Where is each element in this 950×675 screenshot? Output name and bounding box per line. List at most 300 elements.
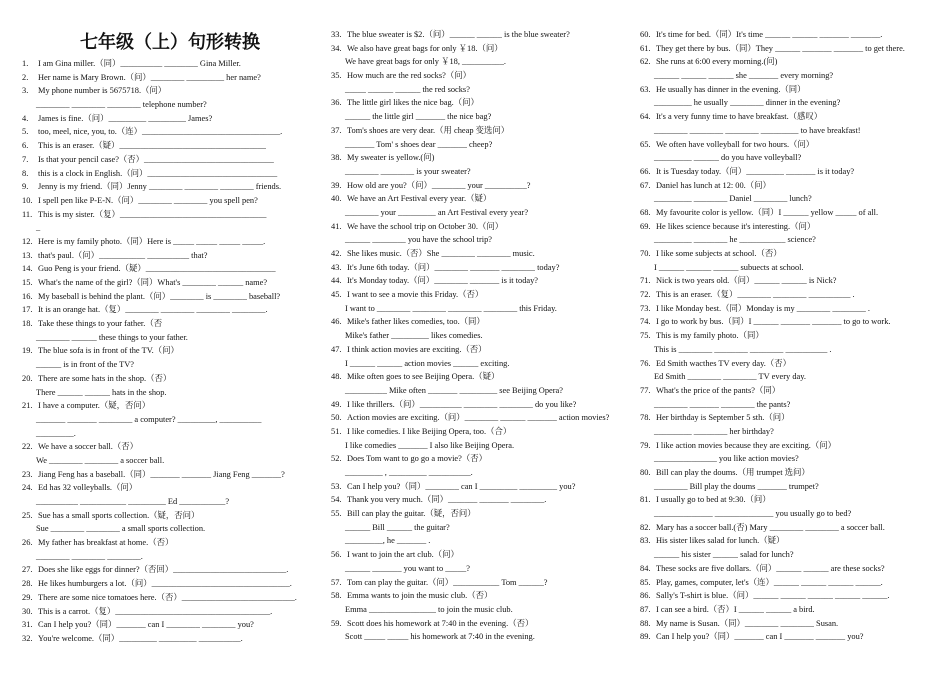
question-line [640, 96, 940, 110]
question-text: ________ ______ these things to your father. [36, 332, 188, 342]
question-line [331, 398, 629, 412]
question-line [331, 110, 629, 124]
question-line [331, 562, 629, 576]
question-line [331, 507, 629, 521]
question-line [22, 235, 318, 249]
question-text: _________, he _______ . [345, 536, 431, 546]
question-text: The blue sofa is in front of the TV.（问） [38, 346, 179, 356]
question-number: 21. [22, 401, 33, 411]
question-line [640, 179, 940, 193]
question-number: 54. [331, 495, 342, 505]
question-line [640, 288, 940, 302]
question-number: 66. [640, 166, 651, 176]
question-text: Play, games, computer, let's（连）______ ______ ______ ______. [656, 577, 883, 587]
question-line [640, 220, 940, 234]
question-text: It's Monday today.（问）________ _______ is it today? [347, 276, 539, 286]
question-line [331, 42, 629, 56]
question-text: Mike's father _________ likes comedies. [345, 331, 483, 341]
question-number: 44. [331, 276, 342, 286]
question-text: What's the price of the pants?（同） [656, 385, 781, 395]
question-text: I want to see a movie this Friday.（否） [347, 290, 484, 300]
question-text: ______ ________ you have the school trip? [345, 235, 493, 245]
question-line [331, 425, 629, 439]
question-text: Bill can play the doums.（用 trumpet 选问） [656, 468, 810, 477]
question-line [331, 315, 629, 329]
question-line [22, 317, 318, 331]
question-number: 12. [22, 236, 33, 246]
question-text: He likes humburgers a lot.（问）_________________________________. [38, 579, 292, 589]
question-text: We often have volleyball for two hours.（问） [656, 139, 815, 149]
question-line [331, 466, 629, 480]
question-text: Scott _____ _____ his homework at 7:40 in the evening. [345, 632, 535, 642]
question-line [22, 454, 318, 468]
question-number: 72. [640, 290, 651, 300]
question-number: 29. [22, 592, 33, 602]
question-text: We ________ ________ a soccer ball. [36, 455, 165, 465]
question-text: My baseball is behind the plant.（问）________ is ________ baseball? [38, 291, 281, 301]
question-text: _______ _______ ________ a computer? _________, __________ [36, 414, 262, 424]
question-number: 70. [640, 249, 651, 258]
question-text: Sue ________ ________ a small sports collection. [36, 524, 206, 534]
question-line [22, 536, 318, 550]
question-line [22, 194, 318, 208]
question-line [640, 439, 940, 453]
question-text: I ______ ______ action movies ______ exciting. [345, 358, 510, 368]
question-line [331, 233, 629, 247]
question-text: There are some hats in the shop.（否） [38, 373, 172, 383]
question-text: I spell pen like P-E-N.（问）________ ________ you spell pen? [38, 195, 258, 205]
question-line [640, 562, 940, 576]
question-line [331, 274, 629, 288]
question-number: 42. [331, 249, 342, 258]
question-number: 3. [22, 86, 29, 96]
question-line [640, 466, 940, 480]
question-text: There ______ ______ hats in the shop. [36, 387, 167, 397]
question-line [640, 398, 940, 412]
question-line [22, 481, 318, 495]
question-text: _________ he usually ________ dinner in the evening? [654, 98, 841, 108]
question-line [331, 617, 629, 631]
question-number: 19. [22, 346, 33, 356]
question-number: 58. [331, 591, 342, 601]
question-line [331, 124, 629, 138]
question-line [22, 468, 318, 482]
question-line [331, 302, 629, 316]
question-number: 84. [640, 563, 651, 573]
question-number: 46. [331, 317, 342, 327]
question-line [22, 331, 318, 345]
question-text: This is a carrot.（复）_____________________________________. [38, 606, 273, 616]
question-line [22, 577, 318, 591]
question-text: She likes music.（否）She ________ ________ music. [347, 249, 535, 258]
question-text: He usually has dinner in the evening.（同） [656, 84, 806, 94]
question-line [22, 413, 318, 427]
question-text: Scott does his homework at 7:40 in the evening.（否） [347, 618, 534, 628]
question-text: _______________ you like action movies? [654, 454, 799, 464]
question-text: _________ ________ Daniel ________ lunch? [654, 194, 812, 204]
question-number: 15. [22, 278, 33, 287]
question-line [640, 507, 940, 521]
question-line [331, 192, 629, 206]
question-text: We have great bags for only ￥18, __________. [345, 57, 506, 67]
question-line [22, 57, 318, 71]
question-text: __________ ___________ _________ Ed ___________? [36, 497, 230, 506]
question-line [22, 125, 318, 139]
question-line [22, 344, 318, 358]
question-line [22, 427, 318, 441]
question-number: 17. [22, 305, 33, 315]
question-text: ________ ________ is your sweater? [345, 166, 471, 176]
question-text: Sally's T-shirt is blue.（问）______ ______ ______ ______ ______. [656, 591, 890, 601]
question-text: Guo Peng is your friend.（疑）_______________________________ [38, 264, 276, 274]
question-line [640, 124, 940, 138]
question-line [640, 603, 940, 617]
question-line [22, 550, 318, 564]
question-text: I like action movies because they are exciting.（问） [656, 440, 837, 450]
question-line [22, 303, 318, 317]
question-number: 89. [640, 632, 651, 642]
question-text: Sue has a small sports collection.（疑，否问） [38, 510, 200, 520]
question-line [640, 589, 940, 603]
question-number: 77. [640, 385, 651, 395]
question-line [22, 440, 318, 454]
question-text: I like some subjects at school.（否） [656, 249, 782, 258]
question-text: ______ is in front of the TV? [36, 360, 135, 370]
question-line [22, 495, 318, 509]
question-text: _________ , _________ __________. [345, 468, 473, 477]
question-text: Daniel has lunch at 12: 00.（问） [656, 180, 771, 190]
question-text: ______ _______ you want to _____? [345, 563, 470, 573]
question-number: 88. [640, 618, 651, 628]
question-number: 79. [640, 440, 651, 450]
question-line [22, 358, 318, 372]
question-text: We have an Art Festival every year.（疑） [347, 194, 492, 204]
question-number: 59. [331, 618, 342, 628]
question-text: How much are the red socks?（问） [347, 71, 471, 81]
question-number: 57. [331, 577, 342, 587]
question-line [22, 386, 318, 400]
question-line [331, 28, 629, 42]
question-number: 20. [22, 373, 33, 383]
question-text: We have a soccer ball.（否） [38, 442, 139, 452]
question-text: _________. [36, 428, 76, 438]
question-text: ________ _______ ________ the pants? [654, 399, 791, 409]
question-line [22, 372, 318, 386]
question-number: 75. [640, 331, 651, 341]
question-text: It's a very funny time to have breakfast.（感叹） [656, 112, 823, 122]
question-line [22, 618, 318, 632]
question-text: This is my family photo.（同） [656, 331, 764, 341]
question-line [640, 411, 940, 425]
question-text: Is that your pencil case?（否）_______________________________ [38, 154, 274, 164]
question-number: 78. [640, 413, 651, 423]
question-text: His sister likes salad for lunch.（疑） [656, 536, 785, 546]
question-text: Tom's shoes are very dear.（用 cheap 变选问） [347, 125, 510, 135]
question-line [331, 548, 629, 562]
question-number: 11. [22, 209, 33, 219]
question-text: Does Tom want to go go a movie?（否） [347, 454, 487, 464]
column-middle [331, 0, 629, 644]
question-number: 8. [22, 168, 29, 178]
question-line [331, 589, 629, 603]
question-text: ________ Bill play the doums _______ trumpet? [654, 481, 819, 491]
question-text: that's paul.（问）___________ __________ that? [38, 250, 208, 260]
question-text: My sweater is yellow.(问) [347, 153, 435, 163]
question-text: ________ ________ ________ telephone number? [36, 100, 207, 110]
question-text: These socks are five dollars.（问）______ ______ are these socks? [656, 563, 885, 573]
question-line [331, 411, 629, 425]
question-text: Tom can play the guitar.（问）___________ Tom ______? [347, 577, 548, 587]
question-line [640, 521, 940, 535]
question-text: Jenny is my friend.（同）Jenny ________ ________ ________ friends. [38, 182, 282, 192]
question-text: Can I help you?（同）________ can I _________ _________ you? [347, 481, 576, 491]
question-text: _________ ________ he ___________ science? [654, 235, 816, 245]
question-number: 25. [22, 510, 33, 520]
question-line [640, 83, 940, 97]
question-line [331, 370, 629, 384]
question-text: There are some nice tomatoes here.（否）___________________________. [38, 592, 297, 602]
question-number: 55. [331, 509, 342, 519]
column-right [640, 0, 940, 644]
question-number: 23. [22, 469, 33, 479]
question-number: 1. [22, 59, 29, 68]
question-list-middle [331, 28, 629, 644]
question-text: __________ Mike often _______ _________ see Beijing Opera? [345, 385, 563, 395]
question-line [22, 632, 318, 646]
question-text: Action movies are exciting.（问）________ ______ _______ action movies? [347, 413, 610, 423]
question-line [640, 617, 940, 631]
question-line [640, 165, 940, 179]
question-line [22, 221, 318, 235]
question-line [640, 247, 940, 261]
question-text: It is Tuesday today.（问）_________ _______ is it today? [656, 166, 855, 176]
question-number: 36. [331, 98, 342, 108]
question-line [331, 603, 629, 617]
question-number: 5. [22, 127, 29, 137]
question-text: I like comedies _______ I also like Beijing Opera. [345, 440, 515, 450]
question-line [22, 208, 318, 222]
question-number: 73. [640, 303, 651, 313]
question-number: 47. [331, 344, 342, 354]
question-line [22, 139, 318, 153]
question-line [640, 548, 940, 562]
question-number: 50. [331, 413, 342, 423]
question-text: They get there by bus.（同）They ______ _______ _______ to get there. [656, 43, 905, 53]
question-line [22, 262, 318, 276]
question-text: I think action movies are exciting.（否） [347, 344, 487, 354]
question-line [331, 534, 629, 548]
question-line [331, 261, 629, 275]
question-text: James is fine.（问）_________ _________ James? [38, 113, 213, 123]
question-number: 27. [22, 565, 33, 575]
question-number: 7. [22, 154, 29, 164]
question-line [640, 343, 940, 357]
question-line [331, 357, 629, 371]
question-text: Ed Smith wacthes TV every day.（否） [656, 358, 791, 368]
question-text: I want to join the art club.（问） [347, 550, 459, 560]
question-number: 18. [22, 319, 33, 329]
question-text: ______ his sister ______ salad for lunch? [654, 550, 794, 560]
question-line [331, 247, 629, 261]
question-number: 61. [640, 43, 651, 53]
question-number: 41. [331, 221, 342, 231]
question-line [331, 384, 629, 398]
question-line [331, 138, 629, 152]
question-line [331, 343, 629, 357]
question-line [331, 179, 629, 193]
question-text: Emma ________________ to join the music club. [345, 604, 513, 614]
question-text: I ______ ______ ______ subuects at school. [654, 262, 804, 272]
question-line [22, 276, 318, 290]
question-text: _________ ______ do you have volleyball? [654, 153, 802, 163]
question-number: 34. [331, 43, 342, 53]
question-number: 74. [640, 317, 651, 327]
question-line [22, 112, 318, 126]
question-line [331, 480, 629, 494]
question-text: Does she like eggs for dinner?（否回）___________________________. [38, 565, 289, 575]
question-number: 85. [640, 577, 651, 587]
question-number: 31. [22, 620, 33, 630]
question-number: 28. [22, 579, 33, 589]
question-number: 30. [22, 606, 33, 616]
question-number: 63. [640, 84, 651, 94]
question-number: 60. [640, 30, 651, 39]
question-number: 9. [22, 182, 29, 192]
question-line [640, 534, 940, 548]
question-text: ________ your _________ an Art Festival every year? [345, 207, 529, 217]
question-line [640, 192, 940, 206]
question-number: 16. [22, 291, 33, 301]
question-line [331, 83, 629, 97]
question-number: 32. [22, 633, 33, 643]
question-line [640, 233, 940, 247]
question-text: Ed Smith ________ ________ TV every day. [654, 372, 806, 382]
question-text: Jiang Feng has a baseball.（同）_______ _______ Jiang Feng _______? [38, 469, 285, 479]
column-left [22, 0, 318, 646]
question-line [640, 384, 940, 398]
question-line [640, 315, 940, 329]
question-number: 64. [640, 112, 651, 122]
question-number: 76. [640, 358, 651, 368]
question-text: It is an orange hat.（复）________ ________ ________ ________. [38, 305, 268, 315]
question-line [640, 206, 940, 220]
question-text: ______ ______ ______ she _______ every morning? [654, 71, 834, 81]
question-text: Can I help you?（同）_______ can I _______ _______ you? [656, 632, 864, 642]
question-number: 39. [331, 180, 342, 190]
question-text: Here is my family photo.（同）Here is _____ _____ _____ _____. [38, 236, 266, 246]
question-text: ________ ________ ________ _________ to have breakfast! [654, 125, 861, 135]
question-line [640, 274, 940, 288]
question-number: 51. [331, 426, 342, 436]
question-text: Thank you very much.（同）_______ _______ ________. [347, 495, 547, 505]
question-text: She runs at 6:00 every morning.(问) [656, 57, 778, 67]
question-number: 38. [331, 153, 342, 163]
question-text: Can I help you?（同）_______ can I ________ ________ you? [38, 620, 254, 630]
question-text: We also have great bags for only ￥18.（问） [347, 43, 503, 53]
question-line [640, 630, 940, 644]
question-number: 48. [331, 372, 342, 382]
question-line [640, 302, 940, 316]
question-line [22, 522, 318, 536]
question-text: ______ the little girl _______ the nice bag? [345, 112, 492, 122]
question-line [22, 71, 318, 85]
question-number: 33. [331, 30, 342, 39]
question-line [640, 28, 940, 42]
question-text: Bill can play the guitar.（疑，否问） [347, 509, 476, 519]
question-text: We have the school trip on October 30.（问） [347, 221, 504, 231]
question-number: 24. [22, 483, 33, 493]
question-line [640, 425, 940, 439]
question-line [22, 153, 318, 167]
question-line [331, 329, 629, 343]
question-text: Take these things to your father.（否 [38, 319, 163, 329]
question-text: This is an eraser.（疑）___________________________________ [38, 141, 266, 151]
question-text: It's June 6th today.（问）________ _______ ________ today? [347, 262, 560, 272]
question-text: Her name is Mary Brown.（问）________ _________ her name? [38, 72, 261, 82]
question-line [640, 370, 940, 384]
question-line [331, 493, 629, 507]
question-text: My phone number is 5675718.（问） [38, 86, 167, 96]
question-text: I have a computer.（疑，否问） [38, 401, 151, 411]
question-line [22, 399, 318, 413]
question-text: I like comedies. I like Beijing Opera, too.（合） [347, 426, 512, 436]
question-number: 82. [640, 522, 651, 532]
question-number: 71. [640, 276, 651, 286]
question-text: What's the name of the girl?（同）What's ________ ______ name? [38, 278, 268, 287]
question-text: I want to ________ ________ ________ ________ this Friday. [345, 303, 557, 313]
question-text: _________ ________ her birthday? [654, 426, 774, 436]
question-number: 37. [331, 125, 342, 135]
question-line [640, 55, 940, 69]
question-line [331, 69, 629, 83]
question-text: _ [36, 223, 41, 233]
question-text: This is an eraser.（复）________ ________ __________ . [656, 290, 855, 300]
question-line [640, 110, 940, 124]
question-line [22, 563, 318, 577]
question-text: Mary has a soccer ball.(否) Mary ________ ________ a soccer ball. [656, 522, 885, 532]
question-number: 40. [331, 194, 342, 204]
question-number: 4. [22, 113, 29, 123]
question-number: 2. [22, 72, 29, 82]
question-text: The blue sweater is $2.（问）______ ______ is the blue sweater? [347, 30, 570, 39]
question-text: My father has breakfast at home.（否） [38, 538, 174, 548]
question-text: I like Monday best.（同）Monday is my ________ ________ . [656, 303, 871, 313]
question-line [640, 357, 940, 371]
question-number: 10. [22, 195, 33, 205]
question-line [331, 452, 629, 466]
question-number: 22. [22, 442, 33, 452]
question-number: 68. [640, 207, 651, 217]
question-line [640, 480, 940, 494]
question-text: My name is Susan.（同）________ ________ Susan. [656, 618, 839, 628]
question-number: 67. [640, 180, 651, 190]
question-text: Ed has 32 volleyballs.（问） [38, 483, 138, 493]
question-number: 65. [640, 139, 651, 149]
question-line [640, 138, 940, 152]
question-text: _______ Tom' s shoes dear _______ cheep? [345, 139, 493, 149]
question-number: 86. [640, 591, 651, 601]
question-text: _____ ______ ______ the red socks? [345, 84, 470, 94]
question-line [331, 439, 629, 453]
question-number: 80. [640, 468, 651, 477]
question-line [331, 151, 629, 165]
question-text: It's time for bed.（同）It's time ______ ______ _______ _______. [656, 30, 883, 39]
question-number: 6. [22, 141, 29, 151]
question-number: 62. [640, 57, 651, 67]
question-line [22, 98, 318, 112]
question-text: Emma wants to join the music club.（否） [347, 591, 493, 601]
question-number: 52. [331, 454, 342, 464]
